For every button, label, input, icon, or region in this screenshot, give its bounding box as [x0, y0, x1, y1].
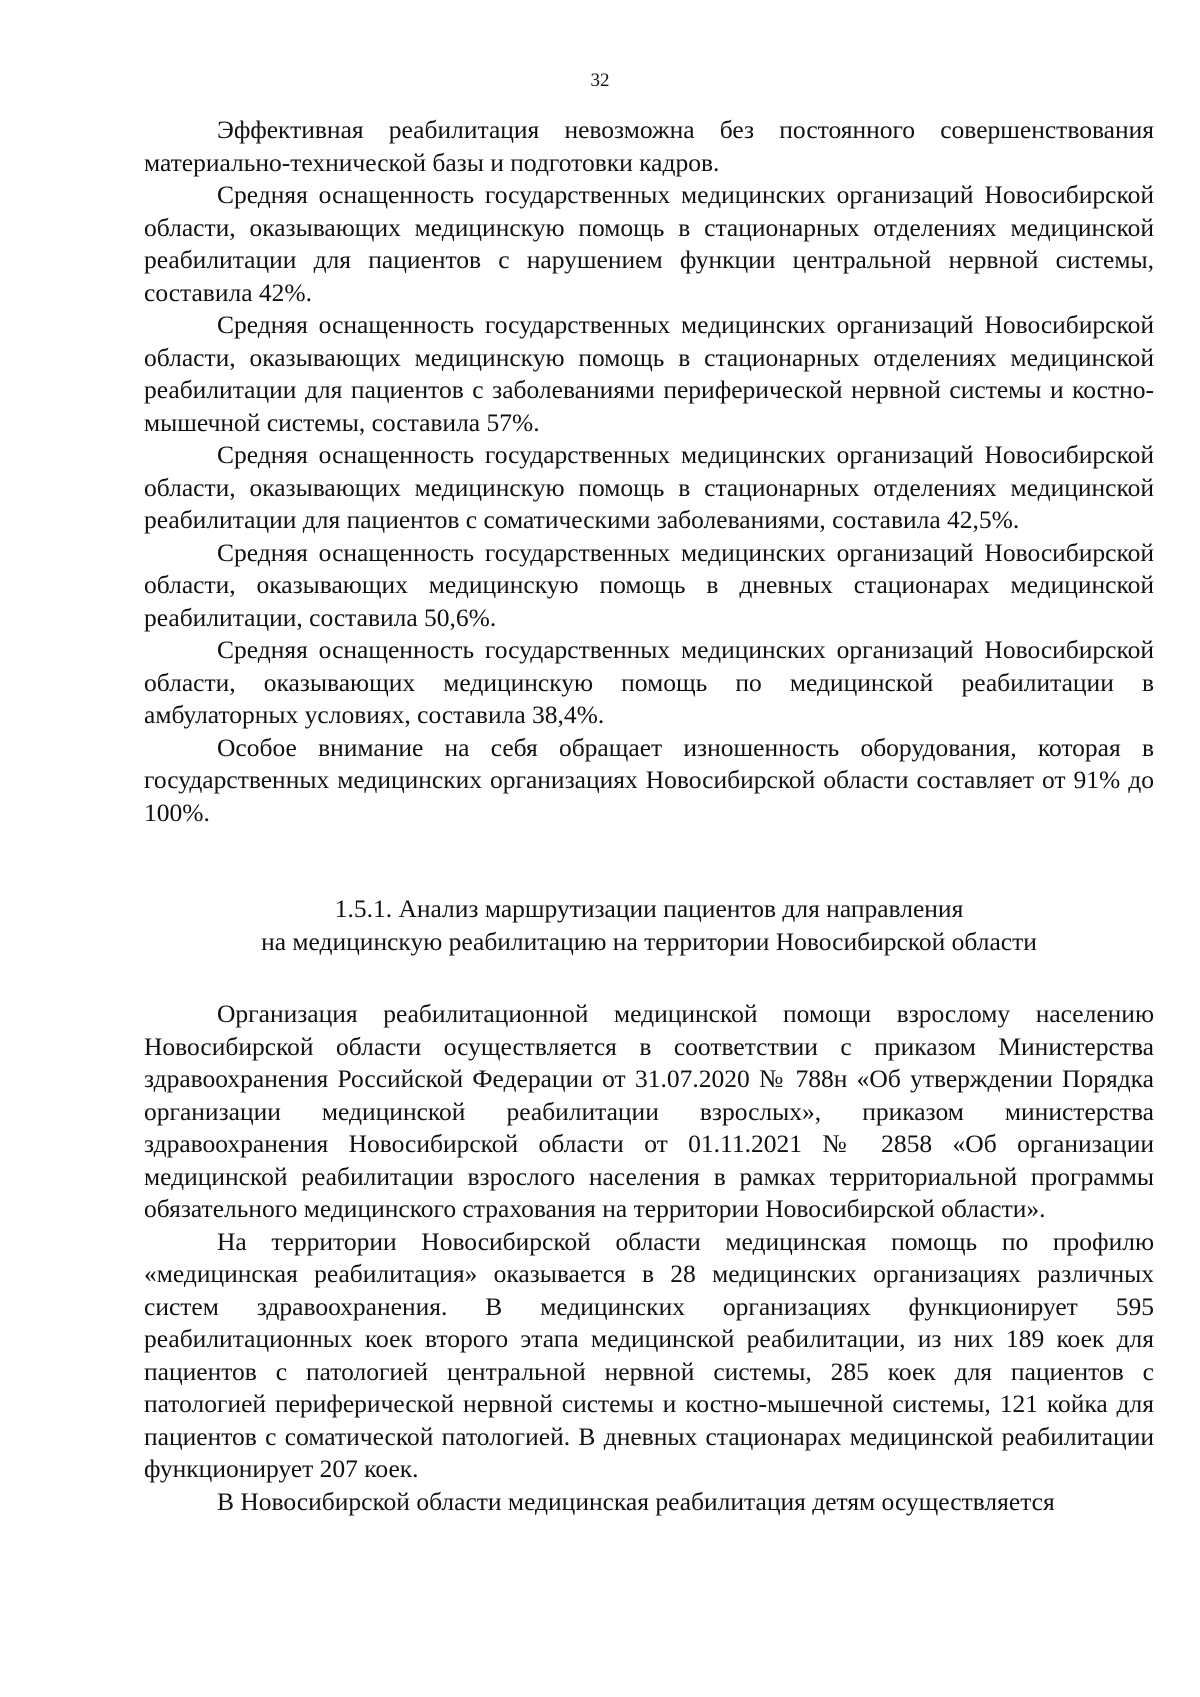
- section-heading: [144, 893, 1154, 958]
- paragraph: Особое внимание на себя обращает изношенность оборудования, которая в государственных медицинских организациях Новосибирской области составляет от 91% до 100%.: [144, 732, 1154, 827]
- paragraph: Средняя оснащенность государственных медицинских организаций Новосибирской области, оказывающих медицинскую помощь в стационарных отделениях медицинской реабилитации для пациентов с заболеваниями периферической нервной системы и костно-мышечной системы, составила 57%.: [144, 310, 1154, 437]
- page-number: 32: [590, 70, 610, 91]
- section-heading-line: 1.5.1. Анализ маршрутизации пациентов для направления: [334, 894, 964, 923]
- section-heading-line: на медицинскую реабилитацию на территории Новосибирской области: [261, 926, 1037, 956]
- paragraph: Средняя оснащенность государственных медицинских организаций Новосибирской области, оказывающих медицинскую помощь в стационарных отделениях медицинской реабилитации для пациентов с нарушением функции центральной нервной системы, составила 42%.: [144, 180, 1154, 307]
- paragraph: Средняя оснащенность государственных медицинских организаций Новосибирской области, оказывающих медицинскую помощь в стационарных отделениях медицинской реабилитации для пациентов с соматическими заболеваниями, составила 42,5%.: [144, 440, 1154, 534]
- paragraph: Организация реабилитационной медицинской помощи взрослому населению Новосибирской области осуществляется в соответствии с приказом Министерства здравоохранения Российской Федерации от 31.07.2020 № 788н «Об утверждении Порядка организации медицинской реабилитации взрослых», приказом министерства здравоохранения Новосибирской области от 01.11.2021 № 2858 «Об организации медицинской реабилитации взрослого населения в рамках территориальной программы обязательного медицинского страхования на территории Новосибирской области».: [144, 999, 1154, 1223]
- paragraph: На территории Новосибирской области медицинская помощь по профилю «медицинская реабилитация» оказывается в 28 медицинских организациях различных систем здравоохранения. В медицинских организациях функционирует 595 реабилитационных коек второго этапа медицинской реабилитации, из них 189 коек для пациентов с патологией центральной нервной системы, 285 коек для пациентов с патологией периферической нервной системы и костно-мышечной системы, 121 койка для пациентов с соматической патологией. В дневных стационарах медицинской реабилитации функционирует 207 коек.: [144, 1226, 1154, 1483]
- paragraph: Эффективная реабилитация невозможна без постоянного совершенствования материально-технической базы и подготовки кадров.: [144, 115, 1154, 177]
- document-body: [144, 114, 1154, 1518]
- spacer: [144, 958, 1154, 998]
- paragraph: Средняя оснащенность государственных медицинских организаций Новосибирской области, оказывающих медицинскую помощь по медицинской реабилитации в амбулаторных условиях, составила 38,4%.: [144, 635, 1154, 729]
- paragraph: Средняя оснащенность государственных медицинских организаций Новосибирской области, оказывающих медицинскую помощь в дневных стационарах медицинской реабилитации, составила 50,6%.: [144, 537, 1154, 632]
- paragraph: В Новосибирской области медицинская реабилитация детям осуществляется: [217, 1486, 1055, 1516]
